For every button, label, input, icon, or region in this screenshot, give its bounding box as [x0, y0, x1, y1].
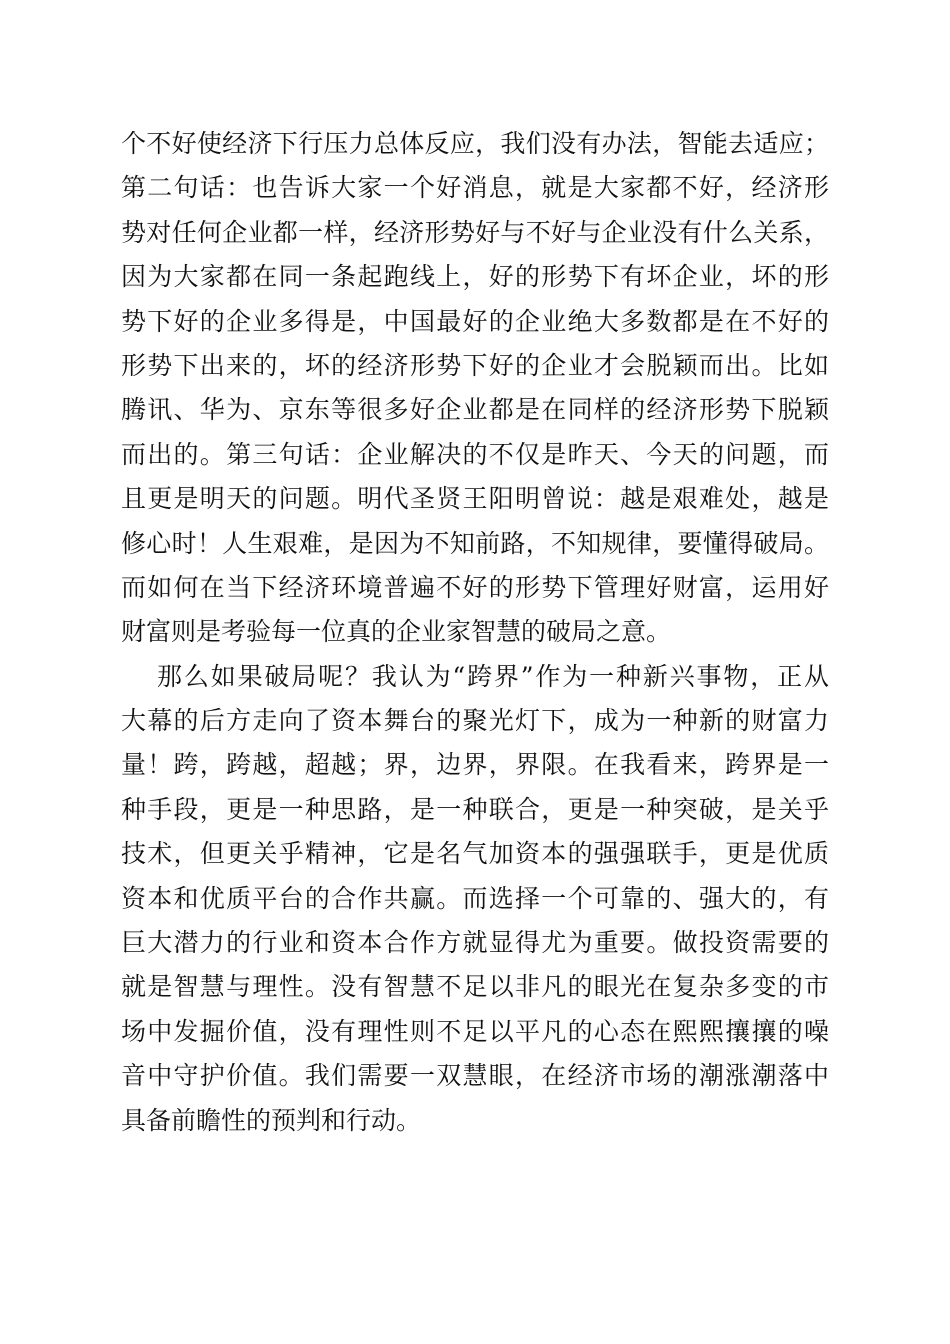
- text-line: 而出的。第三句话：企业解决的不仅是昨天、今天的问题，而: [121, 439, 829, 469]
- text-line: 势下好的企业多得是，中国最好的企业绝大多数都是在不好的: [121, 306, 829, 336]
- text-line: 就是智慧与理性。没有智慧不足以非凡的眼光在复杂多变的市: [121, 972, 829, 1002]
- text-line: 巨大潜力的行业和资本合作方就显得尤为重要。做投资需要的: [121, 928, 829, 958]
- paragraph-1: [121, 122, 829, 655]
- text-line: 第二句话：也告诉大家一个好消息，就是大家都不好，经济形: [121, 173, 829, 203]
- text-line: 那么如果破局呢？我认为“跨界”作为一种新兴事物，正从: [157, 661, 829, 691]
- paragraph-2: [121, 655, 829, 1143]
- text-line: 大幕的后方走向了资本舞台的聚光灯下，成为一种新的财富力: [121, 706, 829, 736]
- text-line: 形势下出来的，坏的经济形势下好的企业才会脱颖而出。比如: [121, 350, 829, 380]
- text-line: 量！跨，跨越，超越；界，边界，界限。在我看来，跨界是一: [121, 750, 829, 780]
- text-line: 财富则是考验每一位真的企业家智慧的破局之意。: [121, 617, 672, 647]
- text-line: 势对任何企业都一样，经济形势好与不好与企业没有什么关系，: [121, 217, 829, 247]
- text-line: 种手段，更是一种思路，是一种联合，更是一种突破，是关乎: [121, 794, 829, 824]
- text-line: 个不好使经济下行压力总体反应，我们没有办法，智能去适应；: [121, 129, 829, 158]
- text-line: 资本和优质平台的合作共赢。而选择一个可靠的、强大的，有: [121, 883, 829, 913]
- text-line: 场中发掘价值，没有理性则不足以平凡的心态在熙熙攘攘的噪: [121, 1016, 829, 1046]
- text-line: 且更是明天的问题。明代圣贤王阳明曾说：越是艰难处，越是: [121, 484, 829, 514]
- body-text: [121, 122, 829, 1143]
- text-line: 腾讯、华为、京东等很多好企业都是在同样的经济形势下脱颖: [121, 395, 829, 425]
- text-line: 音中守护价值。我们需要一双慧眼，在经济市场的潮涨潮落中: [121, 1061, 829, 1091]
- text-line: 因为大家都在同一条起跑线上，好的形势下有坏企业，坏的形: [121, 262, 829, 292]
- text-line: 具备前瞻性的预判和行动。: [121, 1105, 422, 1135]
- text-line: 而如何在当下经济环境普遍不好的形势下管理好财富，运用好: [121, 572, 829, 602]
- text-line: 技术，但更关乎精神，它是名气加资本的强强联手，更是优质: [121, 839, 829, 869]
- text-line: 修心时！人生艰难，是因为不知前路，不知规律，要懂得破局。: [121, 528, 829, 558]
